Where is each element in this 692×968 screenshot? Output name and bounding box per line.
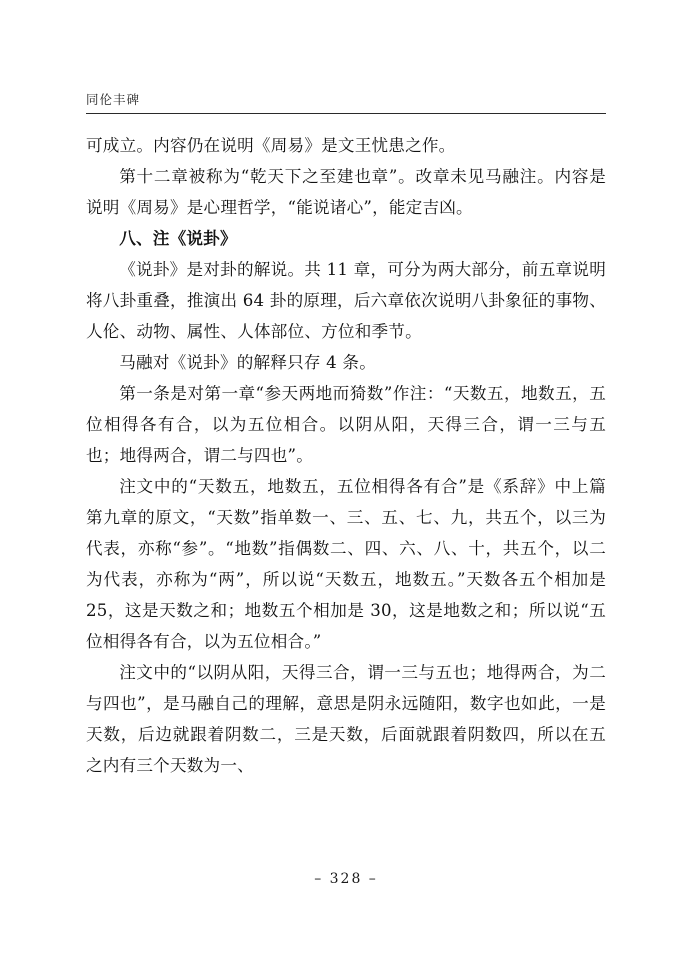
running-head: 同伦丰碑	[86, 92, 141, 107]
page-number: – 328 –	[314, 871, 378, 887]
page-header	[86, 92, 606, 114]
paragraph: 《说卦》是对卦的解说。共 11 章，可分为两大部分，前五章说明将八卦重叠，推演出 64 卦的原理，后六章依次说明八卦象征的事物、人伦、动物、属性、人体部位、方位和季节。	[86, 260, 606, 341]
paragraph: 第一条是对第一章“参天两地而猗数”作注：“天数五，地数五，五位相得各有合，以为五位相合。以阴从阳，天得三合，谓一三与五也；地得两合，谓二与四也”。	[86, 384, 606, 465]
paragraph: 可成立。内容仍在说明《周易》是文王忧患之作。	[86, 136, 456, 155]
page-body	[86, 130, 606, 781]
section-heading: 八、注《说卦》	[119, 228, 237, 248]
paragraph: 注文中的“天数五，地数五，五位相得各有合”是《系辞》中上篇第九章的原文，“天数”指单数一、三、五、七、九，共五个，以三为代表，亦称“参”。“地数”指偶数二、四、六、八、十，共五个，以二为代表，亦称为“两”，所以说“天数五，地数五。”天数各五个相加是 25，这是天数之和；地数五个相加是 30，这是地数之和；所以说“五位相得各有合，以为五位相合。”	[86, 477, 606, 651]
paragraph: 注文中的“以阴从阳，天得三合，谓一三与五也；地得两合，为二与四也”，是马融自己的理解，意思是阴永远随阳，数字也如此，一是天数，后边就跟着阴数二，三是天数，后面就跟着阴数四，所以在五之内有三个天数为一、	[86, 663, 606, 775]
page-footer	[0, 868, 692, 887]
paragraph: 第十二章被称为“乾天下之至建也章”。改章未见马融注。内容是说明《周易》是心理哲学，“能说诸心”，能定吉凶。	[86, 167, 606, 217]
header-divider	[86, 113, 606, 114]
paragraph: 马融对《说卦》的解释只存 4 条。	[119, 353, 377, 372]
